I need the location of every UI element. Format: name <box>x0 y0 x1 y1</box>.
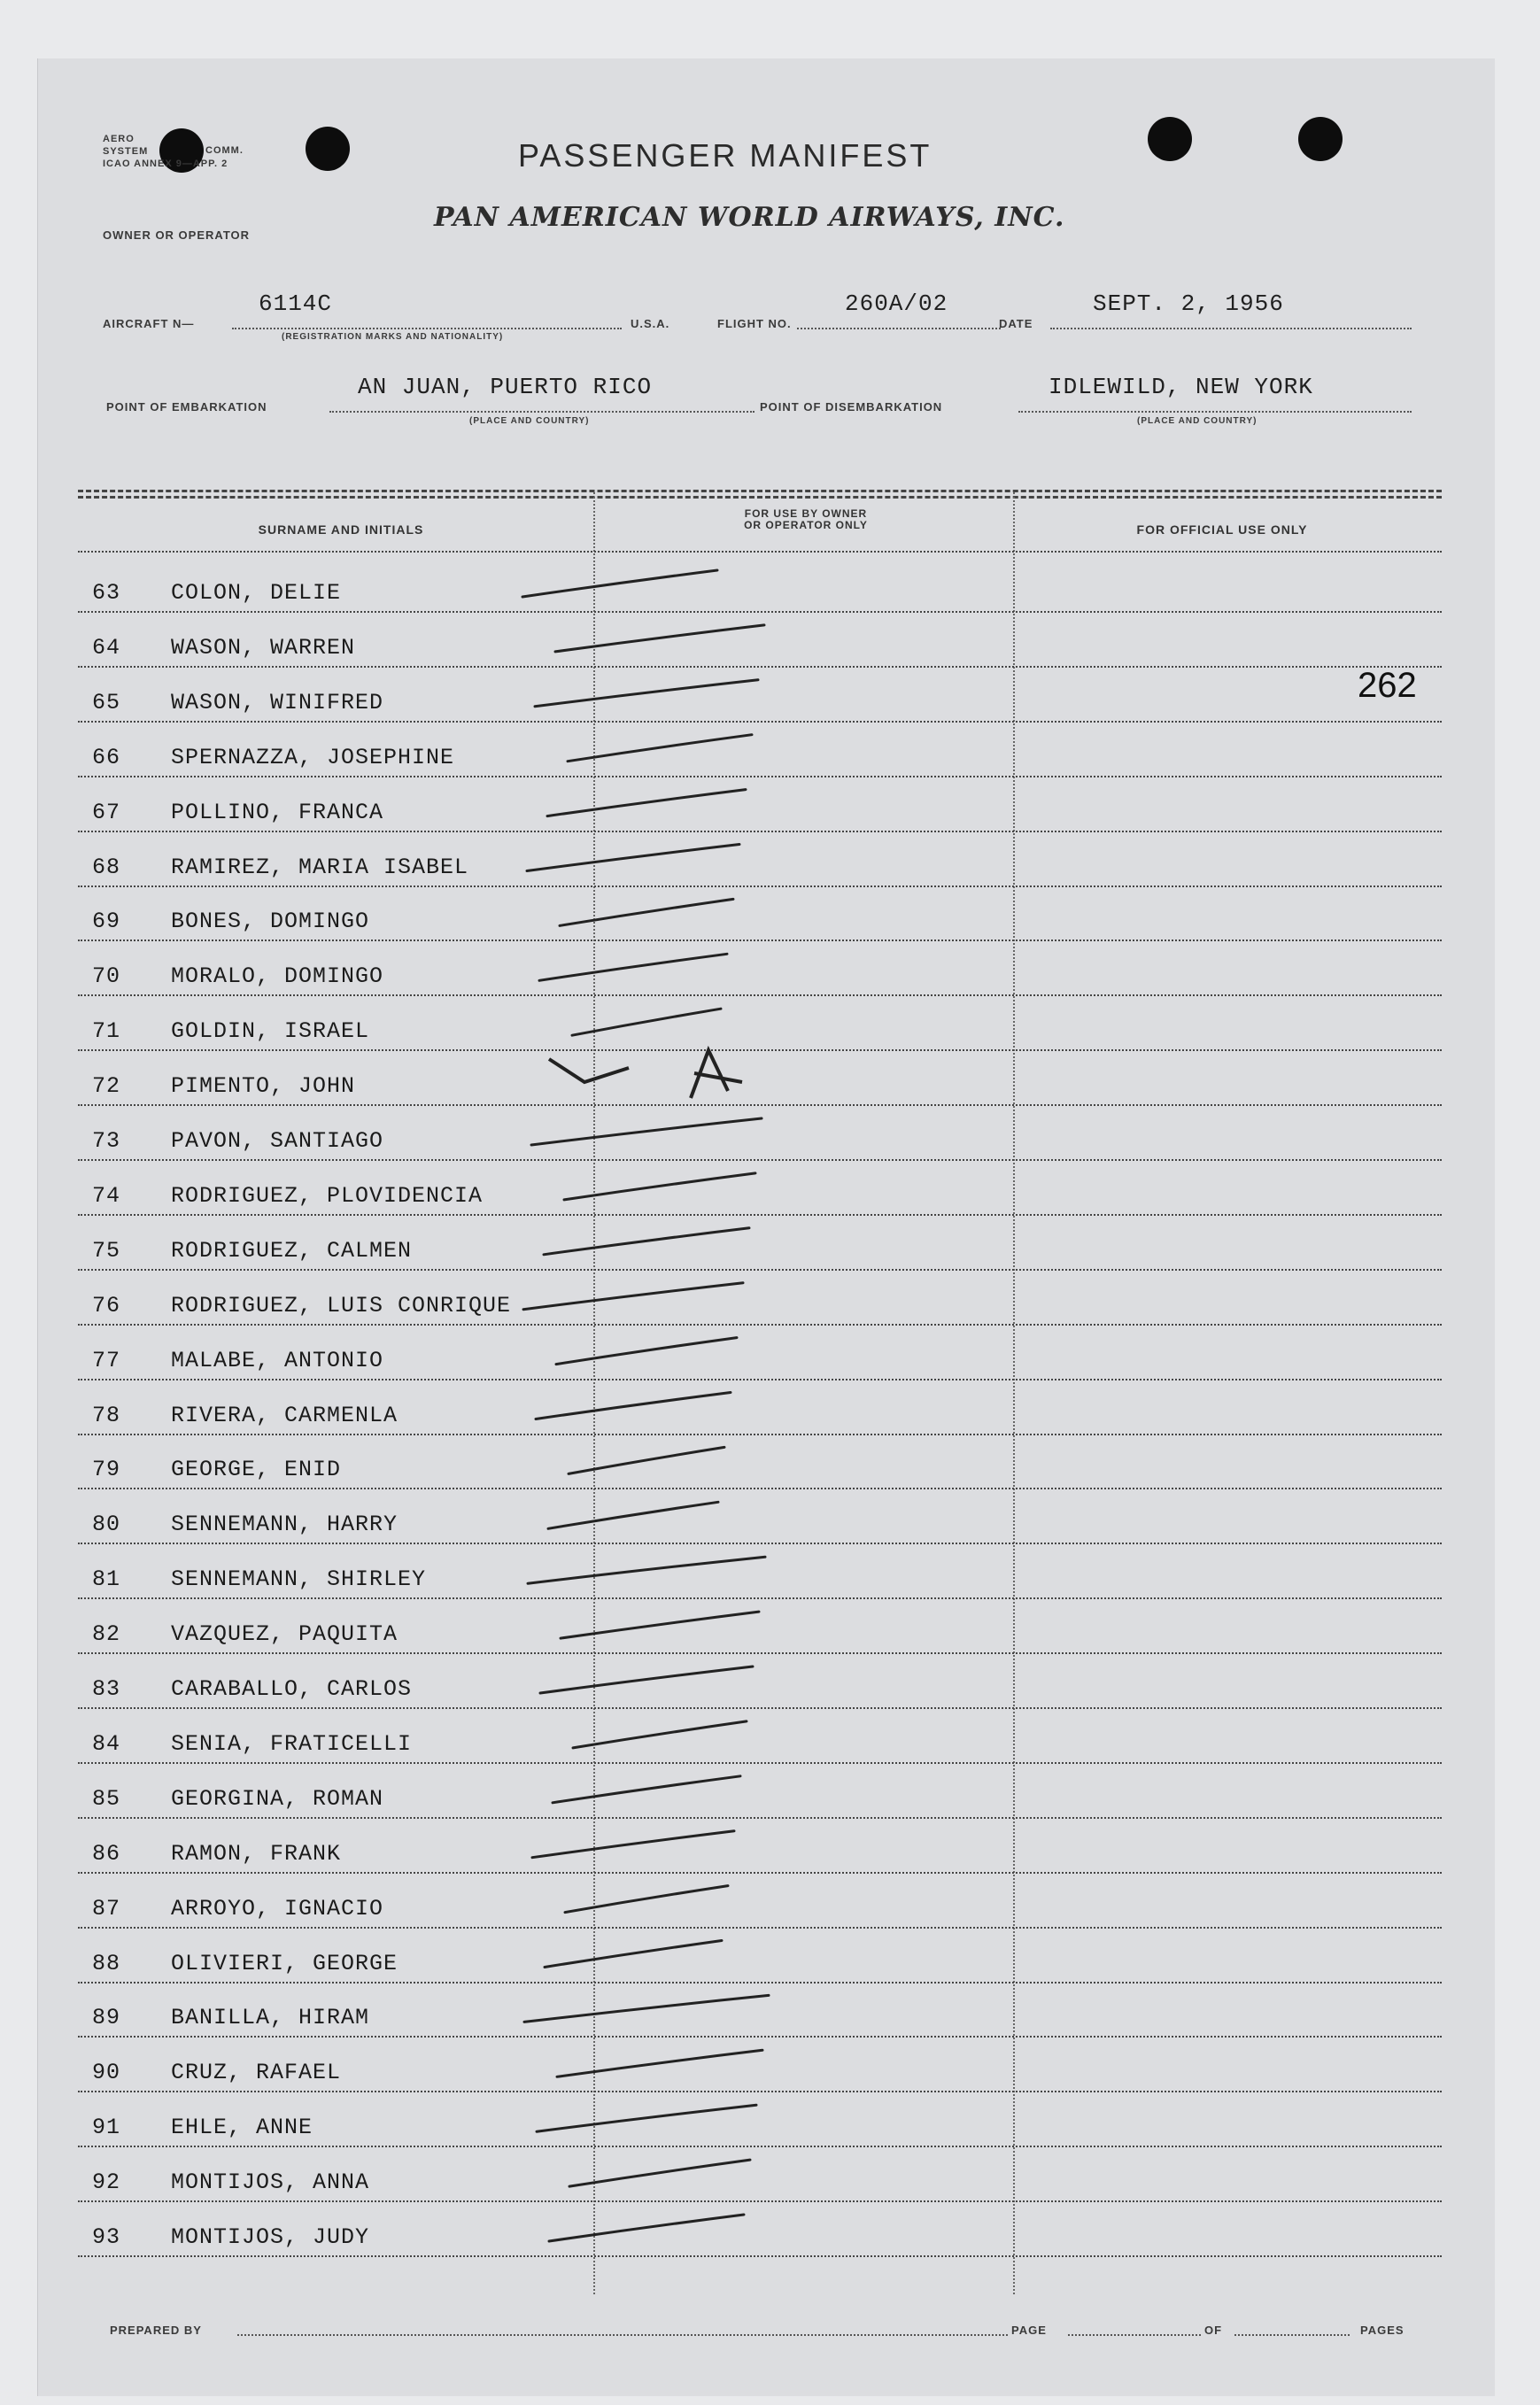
passenger-name: SENNEMANN, HARRY <box>171 1512 399 1538</box>
passenger-number: 82 <box>92 1621 121 1648</box>
passenger-name: MONTIJOS, ANNA <box>171 2169 370 2196</box>
form-reference-line: AERO <box>103 134 135 144</box>
passenger-name: CRUZ, RAFAEL <box>171 2060 342 2086</box>
handwritten-stroke <box>547 790 746 816</box>
handwritten-stroke <box>540 1666 753 1693</box>
handwritten-stroke <box>544 1228 749 1255</box>
passenger-number: 88 <box>92 1950 121 1976</box>
passenger-name: RAMIREZ, MARIA ISABEL <box>171 854 469 880</box>
aircraft-value: 6114C <box>259 290 333 317</box>
flight-value: 260A/02 <box>845 290 948 317</box>
passenger-number: 64 <box>92 634 121 661</box>
owner-use-header-line: OR OPERATOR ONLY <box>744 519 868 531</box>
passenger-number: 71 <box>92 1018 121 1045</box>
passenger-name: OLIVIERI, GEORGE <box>171 1950 399 1976</box>
passenger-name: SENIA, FRATICELLI <box>171 1730 413 1757</box>
handwritten-stroke <box>531 1118 762 1145</box>
passenger-name: SENNEMANN, SHIRLEY <box>171 1566 427 1593</box>
passenger-name: RODRIGUEZ, CALMEN <box>171 1237 413 1264</box>
handwritten-stroke <box>553 1776 740 1803</box>
page-label: PAGE <box>1011 2324 1047 2337</box>
passenger-name: ARROYO, IGNACIO <box>171 1895 384 1922</box>
handwritten-stroke <box>537 2105 756 2131</box>
passenger-name: CARABALLO, CARLOS <box>171 1676 413 1702</box>
disembark-value: IDLEWILD, NEW YORK <box>1049 374 1313 400</box>
passenger-name: GEORGINA, ROMAN <box>171 1785 384 1812</box>
handwritten-stroke <box>536 1393 731 1419</box>
page-title: PASSENGER MANIFEST <box>518 137 933 174</box>
embark-label: POINT OF EMBARKATION <box>106 400 267 414</box>
handwritten-stroke <box>535 680 758 707</box>
flight-label: FLIGHT NO. <box>717 317 792 330</box>
handwritten-mark <box>691 1050 742 1098</box>
passenger-number: 91 <box>92 2115 121 2141</box>
date-label: DATE <box>999 317 1033 330</box>
handwritten-mark <box>549 1059 629 1082</box>
passenger-number: 83 <box>92 1676 121 1702</box>
aircraft-sub: (REGISTRATION MARKS AND NATIONALITY) <box>282 332 504 342</box>
handwritten-stroke <box>523 1283 743 1310</box>
passenger-number: 68 <box>92 854 121 880</box>
handwritten-stroke <box>522 570 717 597</box>
passenger-name: BONES, DOMINGO <box>171 909 370 935</box>
passenger-name: PIMENTO, JOHN <box>171 1073 356 1100</box>
handwritten-stroke <box>524 1995 769 2022</box>
handwritten-stroke <box>557 2050 762 2076</box>
passenger-name: COLON, DELIE <box>171 580 342 606</box>
of-line <box>1234 2334 1350 2336</box>
form-reference-line: ICAO ANNEX 9—APP. 2 <box>103 159 228 169</box>
passenger-name: BANILLA, HIRAM <box>171 2005 370 2031</box>
passenger-name: GOLDIN, ISRAEL <box>171 1018 370 1045</box>
passenger-number: 70 <box>92 963 121 990</box>
handwritten-stroke <box>573 1721 747 1748</box>
handwritten-stroke <box>565 1886 728 1913</box>
handwritten-stroke <box>564 1173 755 1200</box>
passenger-name: PAVON, SANTIAGO <box>171 1128 384 1154</box>
passenger-number: 72 <box>92 1073 121 1100</box>
passenger-number: 81 <box>92 1566 121 1593</box>
pages-label: PAGES <box>1360 2324 1405 2337</box>
passenger-name: RODRIGUEZ, PLOVIDENCIA <box>171 1182 484 1209</box>
passenger-number: 65 <box>92 689 121 715</box>
handwritten-stroke <box>560 899 733 925</box>
official-page-number: 262 <box>1358 666 1417 705</box>
passenger-number: 63 <box>92 580 121 606</box>
handwritten-stroke <box>572 1009 721 1035</box>
passenger-name: GEORGE, ENID <box>171 1457 342 1483</box>
embark-sub: (PLACE AND COUNTRY) <box>469 416 590 426</box>
prepared-by-label: PREPARED BY <box>110 2324 202 2337</box>
passenger-name: RAMON, FRANK <box>171 1840 342 1867</box>
passenger-number: 77 <box>92 1347 121 1373</box>
passenger-name: WASON, WINIFRED <box>171 689 384 715</box>
handwritten-stroke <box>528 1557 765 1583</box>
handwritten-stroke <box>545 1941 722 1968</box>
passenger-number: 78 <box>92 1402 121 1428</box>
passenger-name: SPERNAZZA, JOSEPHINE <box>171 744 455 770</box>
handwritten-stroke <box>548 1502 718 1528</box>
handwritten-stroke <box>556 1338 737 1365</box>
passenger-number: 85 <box>92 1785 121 1812</box>
prepared-by-line <box>237 2334 1008 2336</box>
passenger-number: 69 <box>92 909 121 935</box>
passenger-number: 75 <box>92 1237 121 1264</box>
handwritten-stroke <box>527 845 739 871</box>
passenger-name: RODRIGUEZ, LUIS CONRIQUE <box>171 1292 512 1318</box>
passenger-name: MONTIJOS, JUDY <box>171 2224 370 2250</box>
form-reference-line: SYSTEM <box>103 146 149 157</box>
handwritten-stroke <box>569 2160 750 2186</box>
handwritten-stroke <box>539 954 727 980</box>
handwritten-stroke <box>561 1612 759 1638</box>
surname-column-header: SURNAME AND INITIALS <box>258 522 424 537</box>
passenger-number: 76 <box>92 1292 121 1318</box>
handwritten-stroke <box>555 625 764 652</box>
passenger-number: 87 <box>92 1895 121 1922</box>
official-use-column-header: FOR OFFICIAL USE ONLY <box>1136 522 1308 537</box>
passenger-number: 86 <box>92 1840 121 1867</box>
passenger-name: EHLE, ANNE <box>171 2115 313 2141</box>
handwritten-stroke <box>549 2215 744 2241</box>
embark-value: AN JUAN, PUERTO RICO <box>358 374 653 400</box>
passenger-number: 74 <box>92 1182 121 1209</box>
handwritten-stroke <box>568 735 752 762</box>
passenger-name: MORALO, DOMINGO <box>171 963 384 990</box>
form-reference-comm: COMM. <box>205 145 244 156</box>
page-line <box>1068 2334 1201 2336</box>
passenger-number: 90 <box>92 2060 121 2086</box>
passenger-number: 80 <box>92 1512 121 1538</box>
passenger-number: 93 <box>92 2224 121 2250</box>
passenger-number: 79 <box>92 1457 121 1483</box>
owner-use-header-line: FOR USE BY OWNER <box>744 507 868 520</box>
passenger-number: 84 <box>92 1730 121 1757</box>
disembark-sub: (PLACE AND COUNTRY) <box>1137 416 1258 426</box>
passenger-number: 73 <box>92 1128 121 1154</box>
of-label: OF <box>1204 2324 1223 2337</box>
country-label: U.S.A. <box>631 317 670 330</box>
handwritten-stroke <box>569 1447 724 1473</box>
company-name: PAN AMERICAN WORLD AIRWAYS, INC. <box>434 202 1065 233</box>
passenger-number: 89 <box>92 2005 121 2031</box>
handwritten-stroke <box>532 1831 734 1858</box>
passenger-number: 67 <box>92 799 121 825</box>
passenger-name: WASON, WARREN <box>171 634 356 661</box>
disembark-label: POINT OF DISEMBARKATION <box>760 400 943 414</box>
owner-label: OWNER OR OPERATOR <box>103 228 251 242</box>
passenger-number: 92 <box>92 2169 121 2196</box>
date-value: SEPT. 2, 1956 <box>1093 290 1284 317</box>
passenger-name: POLLINO, FRANCA <box>171 799 384 825</box>
aircraft-label: AIRCRAFT N— <box>103 317 195 330</box>
passenger-number: 66 <box>92 744 121 770</box>
passenger-name: MALABE, ANTONIO <box>171 1347 384 1373</box>
passenger-name: VAZQUEZ, PAQUITA <box>171 1621 399 1648</box>
passenger-name: RIVERA, CARMENLA <box>171 1402 399 1428</box>
